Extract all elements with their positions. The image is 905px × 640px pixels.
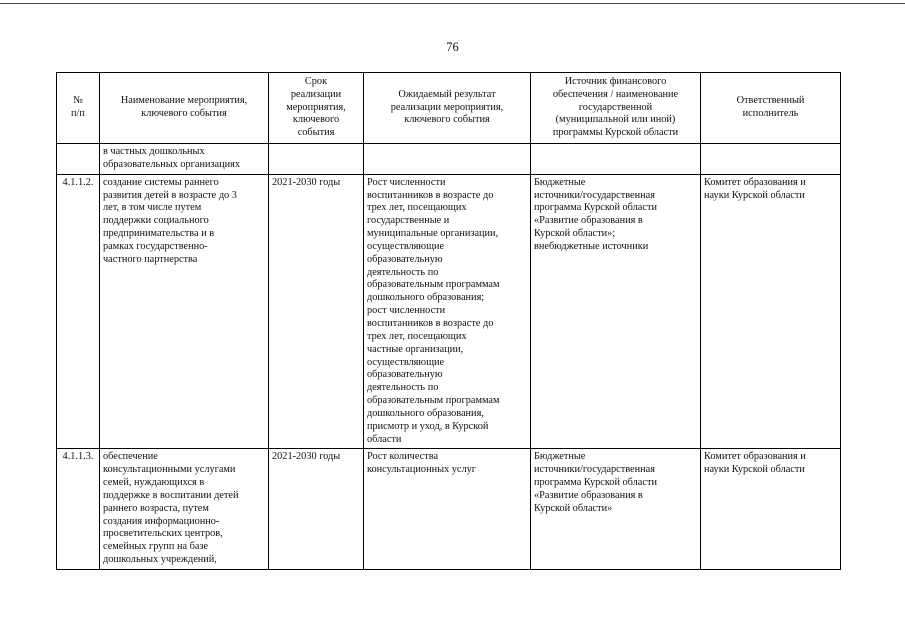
- row-number-cell: 4.1.1.2.: [57, 174, 100, 449]
- row-result-cell: Рост количества консультационных услуг: [364, 449, 531, 570]
- header-period: Срок реализации мероприятия, ключевого события: [269, 73, 364, 144]
- header-executor: Ответственный исполнитель: [701, 73, 841, 144]
- table-row-continuation: [57, 144, 841, 175]
- top-scan-rule: [0, 3, 905, 4]
- header-event-name: Наименование мероприятия, ключевого события: [100, 73, 269, 144]
- continuation-name-cell: в частных дошкольных образовательных организациях: [100, 144, 269, 175]
- header-number: № п/п: [57, 73, 100, 144]
- continuation-period-cell: [269, 144, 364, 175]
- table-body: [57, 144, 841, 570]
- table-row: [57, 449, 841, 570]
- row-name-cell: обеспечение консультационными услугами семей, нуждающихся в поддержке в воспитании детей раннего возраста, путем создания информационно- просветительских центров, семейных групп на базе дошкольных учреждений,: [100, 449, 269, 570]
- row-executor-cell: Комитет образования и науки Курской области: [701, 174, 841, 449]
- row-name-cell: создание системы раннего развития детей в возрасте до 3 лет, в том числе путем поддержки социального предпринимательства и в рамках государственно- частного партнерства: [100, 174, 269, 449]
- header-expected-result: Ожидаемый результат реализации мероприятия, ключевого события: [364, 73, 531, 144]
- row-result-cell: Рост численности воспитанников в возрасте до трех лет, посещающих государственные и муниципальные организации, осуществляющие образовательную деятельность по образовательным программам дошкольного образования; рост численности воспитанников в возрасте до трех лет, посещающих частные организации, осуществляющие образовательную деятельность по образовательным программам дошкольного образования, присмотр и уход, в Курской области: [364, 174, 531, 449]
- program-events-table: [56, 72, 841, 570]
- header-row: [57, 73, 841, 144]
- continuation-executor-cell: [701, 144, 841, 175]
- continuation-number-cell: [57, 144, 100, 175]
- row-number-cell: 4.1.1.3.: [57, 449, 100, 570]
- continuation-result-cell: [364, 144, 531, 175]
- table-header: [57, 73, 841, 144]
- table-row: [57, 174, 841, 449]
- row-period-cell: 2021-2030 годы: [269, 449, 364, 570]
- row-executor-cell: Комитет образования и науки Курской области: [701, 449, 841, 570]
- row-period-cell: 2021-2030 годы: [269, 174, 364, 449]
- page-number: 76: [446, 40, 459, 54]
- header-funding-source: Источник финансового обеспечения / наименование государственной (муниципальной или иной) программы Курской области: [531, 73, 701, 144]
- row-source-cell: Бюджетные источники/государственная программа Курской области «Развитие образования в Курской области»: [531, 449, 701, 570]
- continuation-source-cell: [531, 144, 701, 175]
- row-source-cell: Бюджетные источники/государственная программа Курской области «Развитие образования в Курской области»; внебюджетные источники: [531, 174, 701, 449]
